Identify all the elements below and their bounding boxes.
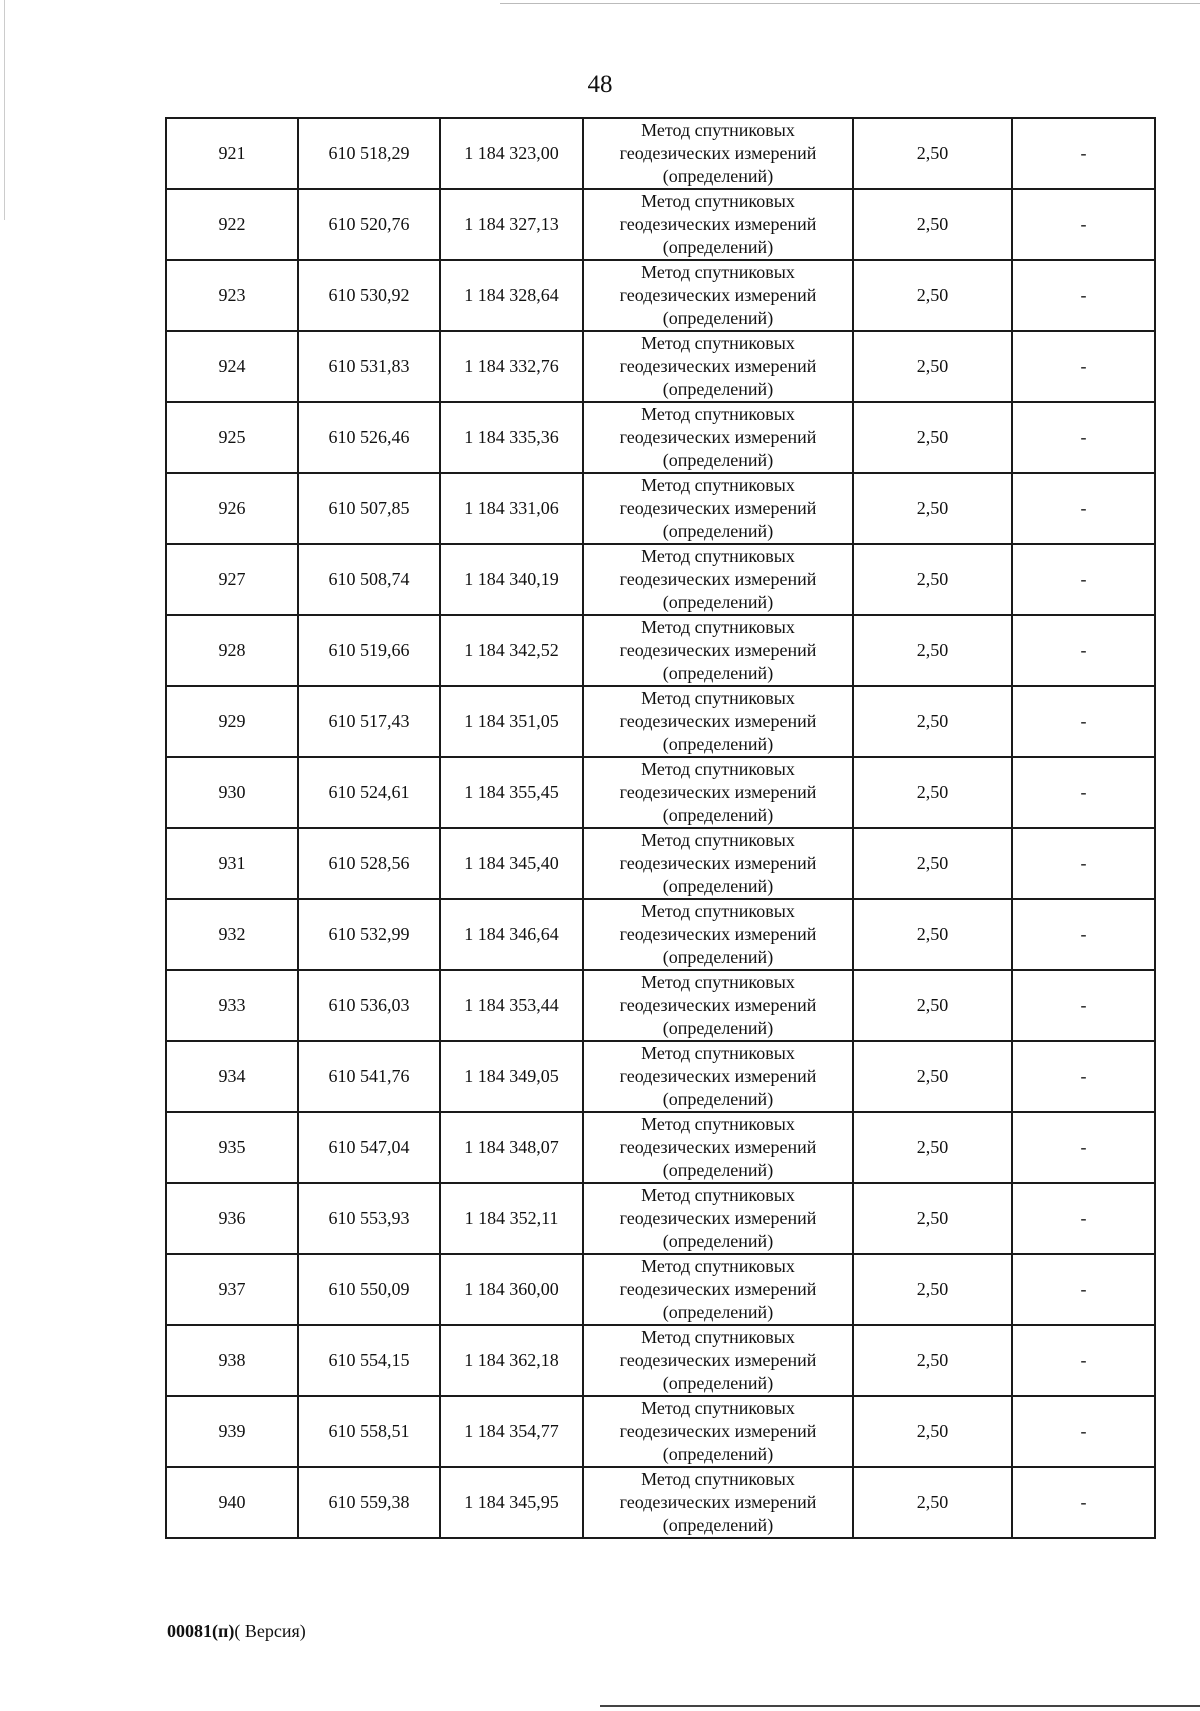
point-number-cell: 923	[166, 260, 298, 331]
method-line: Метод спутниковых	[641, 475, 795, 495]
method-line: геодезических измерений	[619, 356, 817, 376]
method-line: геодезических измерений	[619, 1208, 817, 1228]
method-line: Метод спутниковых	[641, 1256, 795, 1276]
method-cell	[583, 1325, 853, 1396]
accuracy-cell: 2,50	[853, 828, 1012, 899]
point-number-cell: 932	[166, 899, 298, 970]
method-line: (определений)	[662, 876, 774, 896]
extra-cell: -	[1012, 1467, 1155, 1538]
y-coordinate-cell: 1 184 348,07	[440, 1112, 583, 1183]
point-number-cell: 936	[166, 1183, 298, 1254]
extra-cell: -	[1012, 970, 1155, 1041]
table-row	[166, 544, 1155, 615]
table-row	[166, 615, 1155, 686]
method-cell	[583, 544, 853, 615]
extra-cell: -	[1012, 828, 1155, 899]
method-line: (определений)	[662, 592, 774, 612]
x-coordinate-cell: 610 550,09	[298, 1254, 440, 1325]
y-coordinate-cell: 1 184 323,00	[440, 118, 583, 189]
point-number-cell: 935	[166, 1112, 298, 1183]
extra-cell: -	[1012, 615, 1155, 686]
y-coordinate-cell: 1 184 345,95	[440, 1467, 583, 1538]
method-line: геодезических измерений	[619, 995, 817, 1015]
x-coordinate-cell: 610 526,46	[298, 402, 440, 473]
y-coordinate-cell: 1 184 335,36	[440, 402, 583, 473]
method-line: Метод спутниковых	[641, 688, 795, 708]
x-coordinate-cell: 610 528,56	[298, 828, 440, 899]
x-coordinate-cell: 610 530,92	[298, 260, 440, 331]
method-line: (определений)	[662, 1302, 774, 1322]
extra-cell: -	[1012, 1325, 1155, 1396]
y-coordinate-cell: 1 184 360,00	[440, 1254, 583, 1325]
point-number-cell: 930	[166, 757, 298, 828]
extra-cell: -	[1012, 331, 1155, 402]
accuracy-cell: 2,50	[853, 331, 1012, 402]
method-line: геодезических измерений	[619, 1066, 817, 1086]
method-cell	[583, 189, 853, 260]
table-row	[166, 1041, 1155, 1112]
table-row	[166, 1325, 1155, 1396]
method-line: Метод спутниковых	[641, 830, 795, 850]
point-number-cell: 933	[166, 970, 298, 1041]
method-line: (определений)	[662, 166, 774, 186]
point-number-cell: 929	[166, 686, 298, 757]
accuracy-cell: 2,50	[853, 615, 1012, 686]
method-cell	[583, 1396, 853, 1467]
y-coordinate-cell: 1 184 352,11	[440, 1183, 583, 1254]
method-line: Метод спутниковых	[641, 191, 795, 211]
method-cell	[583, 331, 853, 402]
table-row	[166, 118, 1155, 189]
method-line: (определений)	[662, 1231, 774, 1251]
point-number-cell: 934	[166, 1041, 298, 1112]
scan-artifact-bottom-rule	[600, 1705, 1200, 1707]
table-row	[166, 189, 1155, 260]
method-line: (определений)	[662, 379, 774, 399]
point-number-cell: 931	[166, 828, 298, 899]
coordinates-table	[165, 117, 1156, 1539]
table-row	[166, 1112, 1155, 1183]
method-line: Метод спутниковых	[641, 901, 795, 921]
point-number-cell: 939	[166, 1396, 298, 1467]
method-cell	[583, 757, 853, 828]
method-cell	[583, 970, 853, 1041]
method-line: (определений)	[662, 734, 774, 754]
accuracy-cell: 2,50	[853, 1254, 1012, 1325]
point-number-cell: 922	[166, 189, 298, 260]
table-row	[166, 1396, 1155, 1467]
accuracy-cell: 2,50	[853, 970, 1012, 1041]
table-row	[166, 757, 1155, 828]
extra-cell: -	[1012, 686, 1155, 757]
table-row	[166, 260, 1155, 331]
table-row	[166, 331, 1155, 402]
method-cell	[583, 828, 853, 899]
method-line: Метод спутниковых	[641, 262, 795, 282]
method-line: геодезических измерений	[619, 285, 817, 305]
method-line: (определений)	[662, 1018, 774, 1038]
point-number-cell: 938	[166, 1325, 298, 1396]
method-cell	[583, 686, 853, 757]
y-coordinate-cell: 1 184 346,64	[440, 899, 583, 970]
table-row	[166, 1467, 1155, 1538]
method-line: геодезических измерений	[619, 143, 817, 163]
method-line: Метод спутниковых	[641, 120, 795, 140]
x-coordinate-cell: 610 524,61	[298, 757, 440, 828]
point-number-cell: 921	[166, 118, 298, 189]
method-cell	[583, 1467, 853, 1538]
method-cell	[583, 402, 853, 473]
accuracy-cell: 2,50	[853, 899, 1012, 970]
method-line: (определений)	[662, 237, 774, 257]
method-cell	[583, 615, 853, 686]
method-line: геодезических измерений	[619, 711, 817, 731]
method-line: Метод спутниковых	[641, 1327, 795, 1347]
accuracy-cell: 2,50	[853, 402, 1012, 473]
method-cell	[583, 260, 853, 331]
table-row	[166, 828, 1155, 899]
document-version: ( Версия)	[234, 1621, 306, 1641]
x-coordinate-cell: 610 507,85	[298, 473, 440, 544]
method-line: Метод спутниковых	[641, 404, 795, 424]
extra-cell: -	[1012, 260, 1155, 331]
method-line: Метод спутниковых	[641, 1469, 795, 1489]
method-cell	[583, 1183, 853, 1254]
x-coordinate-cell: 610 547,04	[298, 1112, 440, 1183]
y-coordinate-cell: 1 184 349,05	[440, 1041, 583, 1112]
point-number-cell: 927	[166, 544, 298, 615]
method-line: (определений)	[662, 1444, 774, 1464]
y-coordinate-cell: 1 184 351,05	[440, 686, 583, 757]
accuracy-cell: 2,50	[853, 1041, 1012, 1112]
accuracy-cell: 2,50	[853, 1467, 1012, 1538]
method-line: геодезических измерений	[619, 569, 817, 589]
extra-cell: -	[1012, 757, 1155, 828]
method-line: Метод спутниковых	[641, 617, 795, 637]
extra-cell: -	[1012, 1254, 1155, 1325]
method-line: геодезических измерений	[619, 427, 817, 447]
accuracy-cell: 2,50	[853, 686, 1012, 757]
method-line: Метод спутниковых	[641, 759, 795, 779]
extra-cell: -	[1012, 1183, 1155, 1254]
method-line: (определений)	[662, 663, 774, 683]
table-row	[166, 686, 1155, 757]
extra-cell: -	[1012, 473, 1155, 544]
method-line: (определений)	[662, 1089, 774, 1109]
y-coordinate-cell: 1 184 345,40	[440, 828, 583, 899]
extra-cell: -	[1012, 1396, 1155, 1467]
method-line: (определений)	[662, 1515, 774, 1535]
scan-artifact-left-edge	[4, 0, 5, 220]
x-coordinate-cell: 610 541,76	[298, 1041, 440, 1112]
method-line: геодезических измерений	[619, 214, 817, 234]
method-line: (определений)	[662, 947, 774, 967]
method-line: геодезических измерений	[619, 640, 817, 660]
page-number: 48	[587, 71, 613, 98]
method-line: геодезических измерений	[619, 853, 817, 873]
table-row	[166, 402, 1155, 473]
method-line: (определений)	[662, 1160, 774, 1180]
y-coordinate-cell: 1 184 327,13	[440, 189, 583, 260]
x-coordinate-cell: 610 531,83	[298, 331, 440, 402]
method-line: геодезических измерений	[619, 1137, 817, 1157]
accuracy-cell: 2,50	[853, 757, 1012, 828]
method-line: геодезических измерений	[619, 1350, 817, 1370]
method-line: геодезических измерений	[619, 1421, 817, 1441]
method-line: Метод спутниковых	[641, 1398, 795, 1418]
accuracy-cell: 2,50	[853, 189, 1012, 260]
accuracy-cell: 2,50	[853, 1396, 1012, 1467]
x-coordinate-cell: 610 554,15	[298, 1325, 440, 1396]
table-row	[166, 970, 1155, 1041]
y-coordinate-cell: 1 184 353,44	[440, 970, 583, 1041]
point-number-cell: 937	[166, 1254, 298, 1325]
accuracy-cell: 2,50	[853, 1112, 1012, 1183]
method-line: геодезических измерений	[619, 782, 817, 802]
scan-artifact-top-rule	[500, 3, 1200, 4]
x-coordinate-cell: 610 559,38	[298, 1467, 440, 1538]
y-coordinate-cell: 1 184 342,52	[440, 615, 583, 686]
extra-cell: -	[1012, 189, 1155, 260]
method-line: (определений)	[662, 805, 774, 825]
x-coordinate-cell: 610 517,43	[298, 686, 440, 757]
method-line: Метод спутниковых	[641, 333, 795, 353]
method-cell	[583, 1112, 853, 1183]
accuracy-cell: 2,50	[853, 260, 1012, 331]
x-coordinate-cell: 610 553,93	[298, 1183, 440, 1254]
x-coordinate-cell: 610 508,74	[298, 544, 440, 615]
point-number-cell: 928	[166, 615, 298, 686]
method-cell	[583, 473, 853, 544]
accuracy-cell: 2,50	[853, 1325, 1012, 1396]
coordinates-table-body	[166, 118, 1155, 1538]
point-number-cell: 940	[166, 1467, 298, 1538]
method-line: Метод спутниковых	[641, 1185, 795, 1205]
document-code: 00081(п)	[167, 1621, 235, 1641]
table-row	[166, 1183, 1155, 1254]
accuracy-cell: 2,50	[853, 118, 1012, 189]
accuracy-cell: 2,50	[853, 544, 1012, 615]
extra-cell: -	[1012, 118, 1155, 189]
document-footer	[167, 1620, 306, 1642]
point-number-cell: 924	[166, 331, 298, 402]
extra-cell: -	[1012, 1112, 1155, 1183]
method-line: (определений)	[662, 521, 774, 541]
method-line: геодезических измерений	[619, 924, 817, 944]
accuracy-cell: 2,50	[853, 1183, 1012, 1254]
y-coordinate-cell: 1 184 328,64	[440, 260, 583, 331]
y-coordinate-cell: 1 184 332,76	[440, 331, 583, 402]
table-row	[166, 899, 1155, 970]
table-row	[166, 473, 1155, 544]
method-line: Метод спутниковых	[641, 972, 795, 992]
accuracy-cell: 2,50	[853, 473, 1012, 544]
y-coordinate-cell: 1 184 354,77	[440, 1396, 583, 1467]
x-coordinate-cell: 610 536,03	[298, 970, 440, 1041]
x-coordinate-cell: 610 558,51	[298, 1396, 440, 1467]
x-coordinate-cell: 610 518,29	[298, 118, 440, 189]
method-line: Метод спутниковых	[641, 1043, 795, 1063]
point-number-cell: 926	[166, 473, 298, 544]
method-cell	[583, 1041, 853, 1112]
x-coordinate-cell: 610 520,76	[298, 189, 440, 260]
y-coordinate-cell: 1 184 355,45	[440, 757, 583, 828]
y-coordinate-cell: 1 184 331,06	[440, 473, 583, 544]
method-cell	[583, 1254, 853, 1325]
extra-cell: -	[1012, 402, 1155, 473]
method-cell	[583, 118, 853, 189]
method-line: Метод спутниковых	[641, 1114, 795, 1134]
extra-cell: -	[1012, 1041, 1155, 1112]
y-coordinate-cell: 1 184 362,18	[440, 1325, 583, 1396]
method-line: геодезических измерений	[619, 1492, 817, 1512]
method-line: геодезических измерений	[619, 1279, 817, 1299]
point-number-cell: 925	[166, 402, 298, 473]
x-coordinate-cell: 610 519,66	[298, 615, 440, 686]
extra-cell: -	[1012, 544, 1155, 615]
extra-cell: -	[1012, 899, 1155, 970]
method-line: Метод спутниковых	[641, 546, 795, 566]
method-line: (определений)	[662, 1373, 774, 1393]
method-line: (определений)	[662, 308, 774, 328]
y-coordinate-cell: 1 184 340,19	[440, 544, 583, 615]
x-coordinate-cell: 610 532,99	[298, 899, 440, 970]
method-line: геодезических измерений	[619, 498, 817, 518]
table-row	[166, 1254, 1155, 1325]
method-cell	[583, 899, 853, 970]
method-line: (определений)	[662, 450, 774, 470]
